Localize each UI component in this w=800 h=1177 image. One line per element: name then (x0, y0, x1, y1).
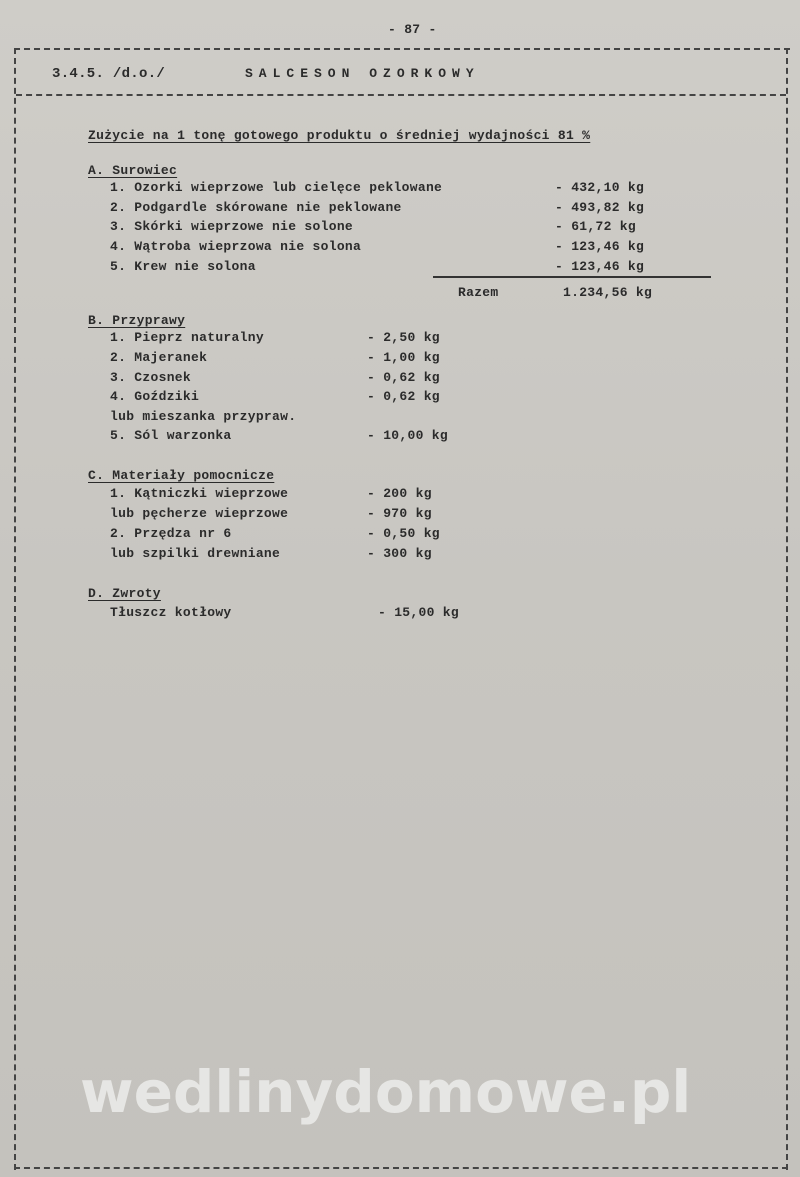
list-item-label: 3. Skórki wieprzowe nie solone (110, 219, 354, 234)
list-item-value: - 0,62 kg (367, 370, 440, 385)
section-c-heading (88, 468, 274, 483)
list-item-label: 4. Wątroba wieprzowa nie solona (110, 239, 362, 254)
list-item-label: 4. Goździki (110, 389, 200, 404)
list-item-label: lub szpilki drewniane (110, 546, 281, 561)
list-item-value: - 15,00 kg (378, 605, 460, 620)
list-item-value: - 300 kg (367, 546, 432, 561)
list-item-value: - 0,62 kg (367, 389, 440, 404)
total-label: Razem (458, 285, 499, 300)
list-item-label: lub mieszanka przypraw. (110, 409, 297, 424)
page-number: - 87 - (388, 22, 437, 37)
list-item-label: 5. Krew nie solona (110, 259, 256, 274)
list-item-value: - 2,50 kg (367, 330, 440, 345)
list-item-value: - 10,00 kg (367, 428, 449, 443)
subtitle: Zużycie na 1 tonę gotowego produktu o średniej wydajności 81 % (88, 128, 591, 143)
list-item-label: 1. Kątniczki wieprzowe (110, 486, 289, 501)
document-title: SALCESON OZORKOWY (245, 66, 480, 81)
section-d-heading-text: D. Zwroty (88, 586, 161, 601)
list-item-value: - 200 kg (367, 486, 432, 501)
list-item-value: - 61,72 kg (555, 219, 637, 234)
list-item-value: - 0,50 kg (367, 526, 440, 541)
list-item-label: Tłuszcz kotłowy (110, 605, 232, 620)
section-b-heading-text: B. Przyprawy (88, 313, 186, 328)
list-item-value: - 970 kg (367, 506, 432, 521)
list-item-label: 2. Podgardle skórowane nie peklowane (110, 200, 402, 215)
list-item-value: - 123,46 kg (555, 259, 645, 274)
list-item-label: 1. Ozorki wieprzowe lub cielęce peklowane (110, 180, 443, 195)
list-item-value: - 123,46 kg (555, 239, 645, 254)
section-a-heading (88, 163, 177, 178)
total-value: 1.234,56 kg (563, 285, 653, 300)
list-item-label: lub pęcherze wieprzowe (110, 506, 289, 521)
section-a-heading-text: A. Surowiec (88, 163, 178, 178)
frame-border-bottom (14, 1167, 788, 1169)
list-item-value: - 1,00 kg (367, 350, 440, 365)
list-item-label: 2. Przędza nr 6 (110, 526, 232, 541)
frame-border-top (14, 48, 790, 50)
sum-rule (433, 276, 711, 278)
frame-border-left (14, 48, 16, 1170)
section-d-heading (88, 586, 161, 601)
list-item-label: 2. Majeranek (110, 350, 208, 365)
list-item-value: - 432,10 kg (555, 180, 645, 195)
list-item-label: 3. Czosnek (110, 370, 192, 385)
document-code: 3.4.5. /d.o./ (52, 66, 166, 82)
list-item-value: - 493,82 kg (555, 200, 645, 215)
header-divider (16, 94, 786, 96)
watermark: wedlinydomowe.pl (80, 1058, 692, 1126)
section-c-heading-text: C. Materiały pomocnicze (88, 468, 275, 483)
list-item-label: 1. Pieprz naturalny (110, 330, 264, 345)
frame-border-right (786, 48, 788, 1170)
section-b-heading (88, 313, 185, 328)
list-item-label: 5. Sól warzonka (110, 428, 232, 443)
